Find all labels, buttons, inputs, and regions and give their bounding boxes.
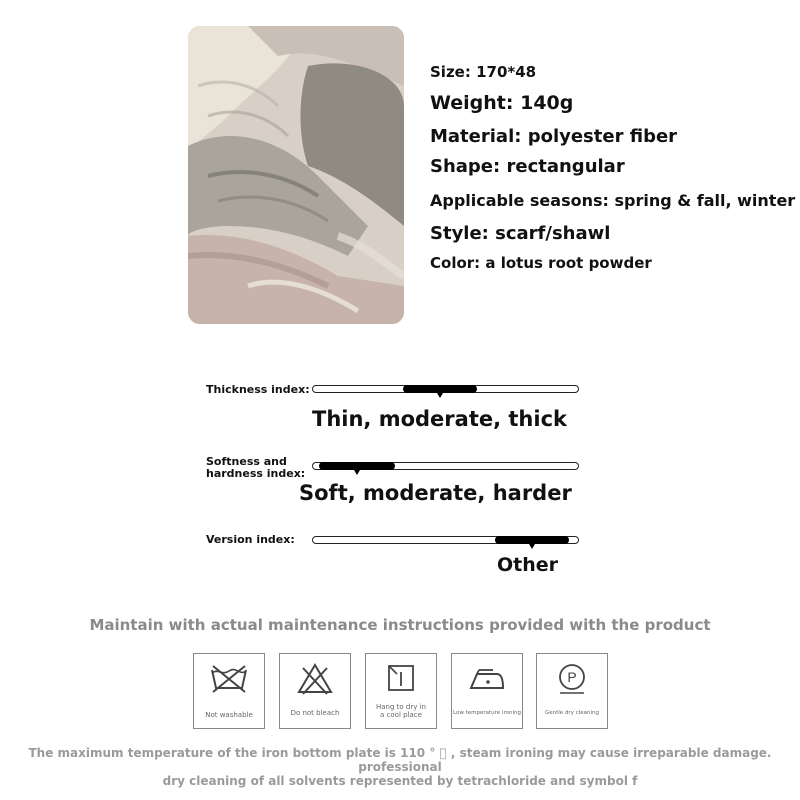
care-label-gentle-dry-clean: Gentle dry cleaning: [544, 710, 599, 716]
spec-seasons: Applicable seasons: spring & fall, winter: [430, 191, 796, 210]
softness-index-value: Soft, moderate, harder: [299, 481, 572, 505]
care-symbol-low-temp-iron: [451, 653, 523, 729]
care-symbol-not-washable: [193, 653, 265, 729]
no-wash-icon: [209, 662, 249, 696]
spec-shape: Shape: rectangular: [430, 156, 625, 177]
thickness-index-bar: [312, 385, 579, 393]
low-temp-iron-icon: [467, 662, 507, 696]
care-label-dry-line1: Hang to dry in: [376, 703, 426, 711]
care-label-dry-line2: a cool place: [380, 711, 422, 719]
product-photo: [188, 26, 404, 324]
version-index-indicator: [495, 536, 569, 544]
version-index-bar: [312, 536, 579, 544]
maintenance-title: Maintain with actual maintenance instructions provided with the product: [89, 616, 711, 634]
spec-color: Color: a lotus root powder: [430, 254, 652, 272]
softness-index-indicator: [319, 462, 395, 470]
softness-label-line2: hardness index:: [206, 467, 306, 480]
footnote-line2: dry cleaning of all solvents represented by tetrachloride and symbol f: [162, 774, 638, 788]
spec-style: Style: scarf/shawl: [430, 223, 611, 244]
thickness-index-label: Thickness index:: [206, 383, 310, 396]
gentle-dry-clean-icon: [552, 662, 592, 696]
svg-text:P: P: [567, 669, 577, 685]
scarf-image: [188, 26, 404, 324]
spec-material: Material: polyester fiber: [430, 126, 678, 147]
footnote: [0, 746, 800, 788]
softness-label-line1: Softness and: [206, 455, 287, 468]
care-symbol-no-bleach: [279, 653, 351, 729]
care-symbol-gentle-dry-clean: [536, 653, 608, 729]
version-index-value: Other: [497, 554, 559, 576]
spec-weight: Weight: 140g: [430, 92, 574, 114]
softness-index-label: [206, 456, 305, 480]
no-bleach-icon: [295, 662, 335, 696]
care-label-not-washable: Not washable: [205, 711, 253, 719]
care-label-low-temp-iron: Low temperature ironing: [453, 710, 521, 716]
care-label-dry-in-shade: [366, 703, 436, 719]
care-label-no-bleach: Do not bleach: [290, 709, 340, 717]
care-symbol-dry-in-shade: [365, 653, 437, 729]
spec-size: Size: 170*48: [430, 63, 537, 81]
thickness-index-value: Thin, moderate, thick: [312, 407, 567, 431]
softness-index-bar: [312, 462, 579, 470]
version-index-label: Version index:: [206, 533, 295, 546]
dry-in-shade-icon: [381, 662, 421, 696]
footnote-line1: The maximum temperature of the iron bottom plate is 110 ° ⃞ , steam ironing may cause irreparable damage. professional: [28, 746, 772, 774]
thickness-index-indicator: [403, 385, 477, 393]
